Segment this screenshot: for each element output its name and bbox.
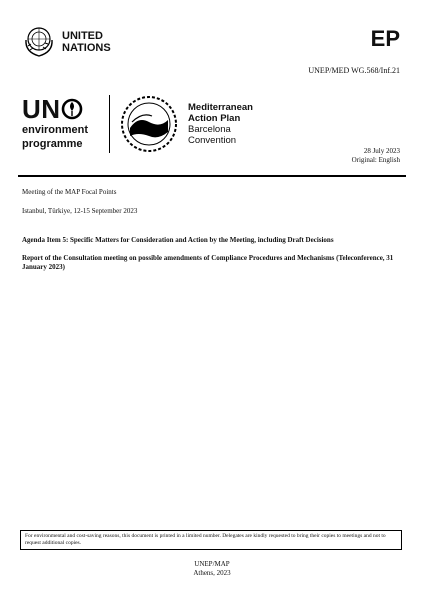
unep-logo	[22, 96, 88, 150]
footer-place: Athens, 2023	[193, 569, 231, 577]
unep-logo-letters: UN	[22, 94, 61, 124]
unep-logo-sub1: environment	[22, 124, 89, 136]
environmental-notice: For environmental and cost-saving reasons, this document is printed in a limited number. Delegates are kindly requested to bring their copies to meetings and not to request additional copies.	[20, 530, 402, 550]
logo-divider	[109, 95, 110, 153]
un-name: UNITED NATIONS	[62, 30, 111, 54]
unep-logo-sub2: programme	[22, 138, 83, 150]
header-rule	[18, 175, 406, 177]
agenda-item: Agenda Item 5: Specific Matters for Consideration and Action by the Meeting, including Draft Decisions	[22, 236, 334, 244]
meeting-title: Meeting of the MAP Focal Points	[22, 188, 117, 196]
document-symbol: UNEP/MED WG.568/Inf.21	[308, 66, 400, 75]
document-date: 28 July 2023 Original: English	[351, 147, 400, 164]
unep-o-icon	[61, 97, 83, 121]
map-name: Mediterranean Action Plan Barcelona Convention	[188, 102, 253, 146]
un-emblem-icon	[22, 24, 56, 58]
document-code: EP	[370, 26, 400, 51]
meeting-venue: Istanbul, Türkiye, 12-15 September 2023	[22, 207, 138, 215]
footer	[0, 560, 424, 578]
footer-org: UNEP/MAP	[194, 560, 230, 568]
report-title: Report of the Consultation meeting on possible amendments of Compliance Procedures and Mechanisms (Teleconference, 31 January 2023)	[22, 254, 394, 271]
map-emblem-icon	[118, 92, 180, 156]
